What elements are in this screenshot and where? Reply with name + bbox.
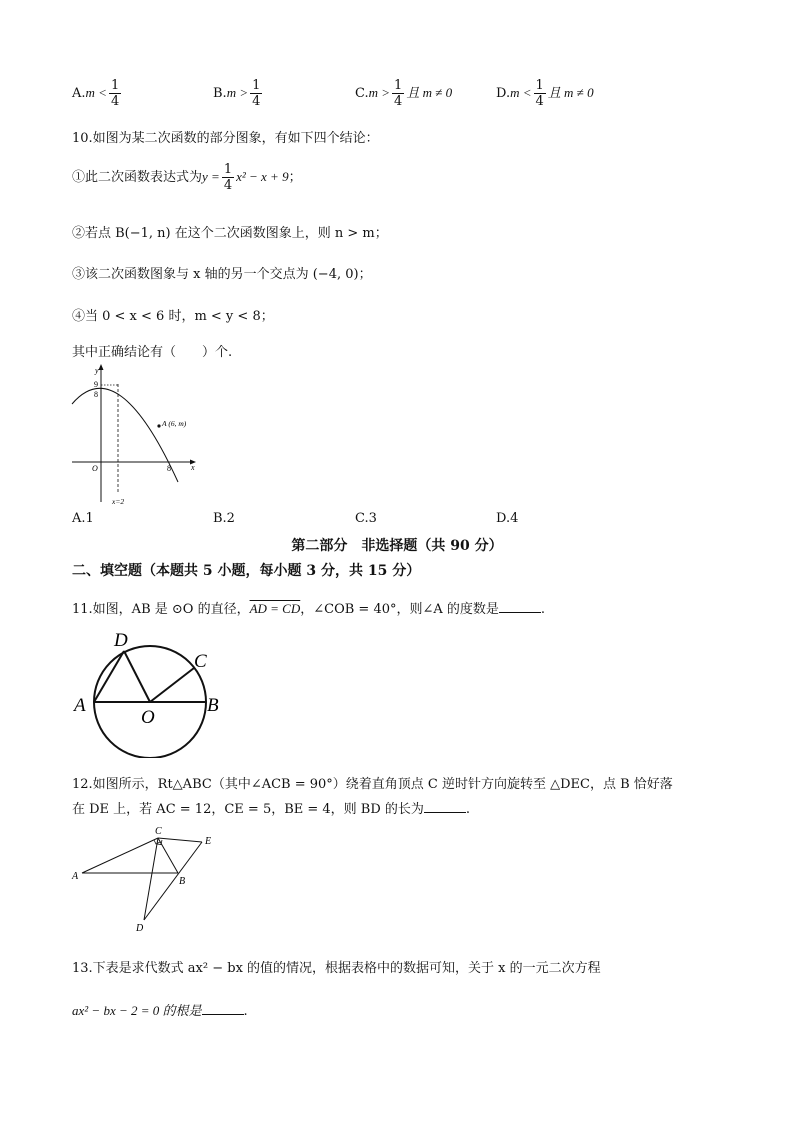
q9-option-a: A.m < $\frac{1}{4}$ — [72, 78, 120, 109]
answer-blank — [424, 800, 466, 813]
chord-ad — [94, 651, 124, 702]
x-axis-label: x — [191, 463, 195, 472]
fraction: $\frac{1}{4}$ — [535, 78, 544, 109]
radius-oc — [150, 668, 194, 702]
q10-conclusion-1: ①此二次函数表达式为y = $\frac{1}{4}$ x² − x + 9； — [72, 162, 302, 193]
q9-option-b: B.m > $\frac{1}{4}$ — [213, 78, 261, 109]
origin-label: O — [92, 464, 98, 473]
label-o: O — [141, 707, 155, 728]
label-b: B — [207, 695, 219, 716]
q11-circle-figure — [68, 622, 230, 758]
q10-conclusion-2: ②若点 B(−1, n) 在这个二次函数图象上，则 n > m； — [72, 226, 388, 241]
segment-ed — [144, 842, 202, 920]
label-e: E — [205, 836, 212, 847]
parabola-curve — [72, 388, 178, 482]
label-c: C — [194, 651, 207, 672]
answer-blank — [202, 1002, 244, 1015]
q12-line-1: 12.如图所示，Rt△ABC（其中∠ACB = 90°）绕着直角顶点 C 逆时针方向旋转至 △DEC，点 B 恰好落 — [72, 777, 673, 792]
y-axis-label: y — [95, 366, 99, 375]
label-d: D — [136, 923, 144, 934]
q10-question: 其中正确结论有（ ）个. — [72, 345, 233, 360]
q9-option-c: C.m > $\frac{1}{4}$ 且 m ≠ 0 — [355, 78, 453, 109]
fraction: $\frac{1}{4}$ — [394, 78, 403, 109]
q9-option-d: D.m < $\frac{1}{4}$ 且 m ≠ 0 — [496, 78, 594, 109]
tick-label-8: 8 — [94, 390, 98, 399]
axis-line-label: x=2 — [112, 497, 125, 506]
tick-label-9: 9 — [94, 380, 98, 389]
label-a: A — [72, 871, 79, 882]
label-d: D — [114, 630, 128, 651]
q13-line-1: 13.下表是求代数式 ax² − bx 的值的情况，根据表格中的数据可知，关于 x 的一元二次方程 — [72, 961, 601, 976]
fraction: $\frac{1}{4}$ — [252, 78, 261, 109]
q10-conclusion-3: ③该二次函数图象与 x 轴的另一个交点为 (−4, 0)； — [72, 267, 372, 282]
fraction: $\frac{1}{4}$ — [223, 162, 233, 193]
arc-equation: AD = CD — [249, 601, 301, 616]
answer-blank — [499, 600, 541, 613]
section2-title: 二、填空题（本题共 5 小题，每小题 3 分，共 15 分） — [72, 563, 421, 579]
q10-option-a: A.1 — [72, 511, 94, 526]
point-a-label: A (6, m) — [162, 419, 187, 428]
q10-conclusion-4: ④当 0 < x < 6 时，m < y < 8； — [72, 309, 274, 324]
q10-option-b: B.2 — [213, 511, 235, 526]
q12-line-2: 在 DE 上，若 AC = 12，CE = 5，BE = 4，则 BD 的长为 . — [72, 802, 471, 817]
x-tick-label-8: 8 — [167, 464, 171, 473]
fraction: $\frac{1}{4}$ — [110, 78, 120, 109]
part2-title: 第二部分 非选择题（共 90 分） — [291, 538, 503, 554]
q10-option-d: D.4 — [496, 511, 519, 526]
segment-ac — [82, 838, 158, 873]
label-c: C — [155, 826, 162, 837]
label-a: A — [74, 695, 86, 716]
label-b: B — [179, 876, 186, 887]
point-a — [157, 424, 160, 427]
q10-stem: 10.如图为某二次函数的部分图象，有如下四个结论： — [72, 131, 379, 146]
q10-parabola-graph — [66, 362, 208, 510]
q12-triangle-figure — [68, 822, 220, 934]
segment-cd — [144, 838, 158, 920]
segment-ce — [158, 838, 202, 842]
q10-option-c: C.3 — [355, 511, 377, 526]
radius-od — [124, 651, 150, 702]
y-axis-arrow-icon — [99, 364, 104, 370]
q11-text: 11.如图，AB 是 ⊙O 的直径，AD = CD，∠COB = 40°，则∠A 的度数是 . — [72, 601, 546, 617]
q13-line-2: ax² − bx − 2 = 0 的根是 . — [72, 1003, 248, 1019]
